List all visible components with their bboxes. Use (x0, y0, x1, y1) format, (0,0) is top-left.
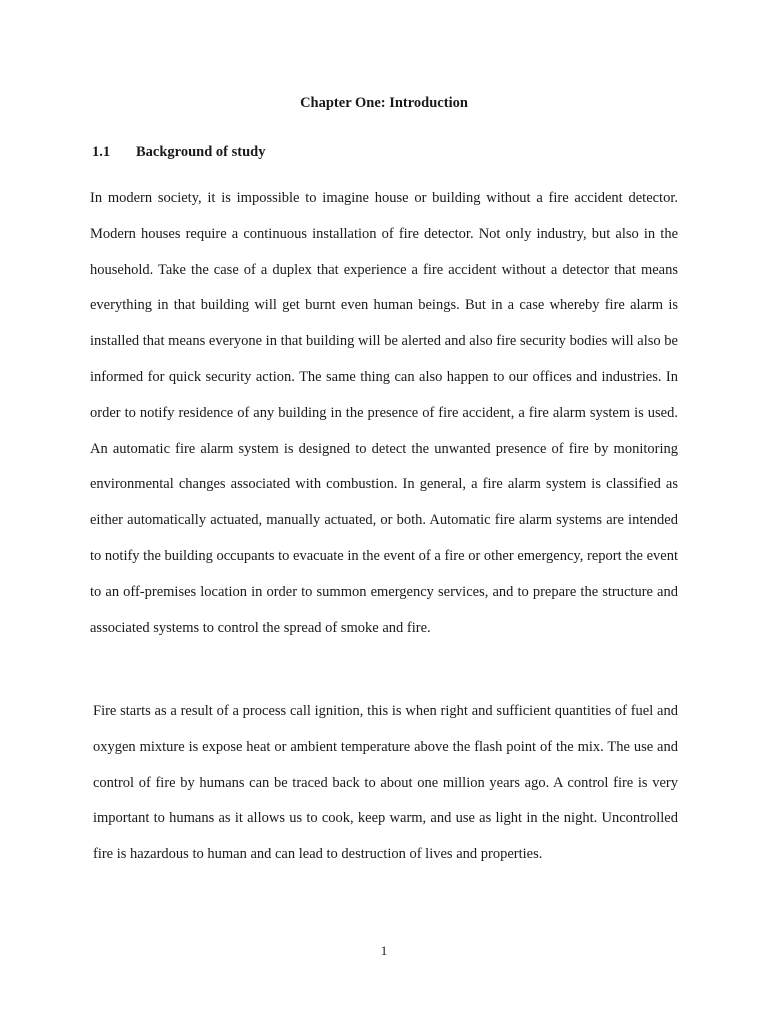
section-number: 1.1 (92, 144, 111, 160)
section-heading (92, 143, 265, 161)
body-paragraph: Fire starts as a result of a process call ignition, this is when right and sufficient quantities of fuel and oxygen mixture is expose heat or ambient temperature above the flash point of the mix. The use and control of fire by humans can be traced back to about one million years ago. A control fire is very important to humans as it allows us to cook, keep warm, and use as light in the night. Uncontrolled fire is hazardous to human and can lead to destruction of lives and properties. (93, 703, 678, 863)
section-title: Background of study (136, 144, 266, 160)
body-paragraph: In modern society, it is impossible to imagine house or building without a fire accident detector. Modern houses require a continuous installation of fire detector. Not only industry, but also in the household. Take the case of a duplex that experience a fire accident without a detector that means everything in that building will get burnt even human beings. But in a case whereby fire alarm is installed that means everyone in that building will be alerted and also fire security bodies will also be informed for quick security action. The same thing can also happen to our offices and industries. In order to notify residence of any building in the presence of fire accident, a fire alarm system is used. An automatic fire alarm system is designed to detect the unwanted presence of fire by monitoring environmental changes associated with combustion. In general, a fire alarm system is classified as either automatically actuated, manually actuated, or both. Automatic fire alarm systems are intended to notify the building occupants to evacuate in the event of a fire or other emergency, report the event to an off-premises location in order to summon emergency services, and to prepare the structure and associated systems to control the spread of smoke and fire. (90, 190, 678, 636)
page-number: 1 (380, 943, 388, 958)
chapter-title: Chapter One: Introduction (300, 95, 468, 111)
